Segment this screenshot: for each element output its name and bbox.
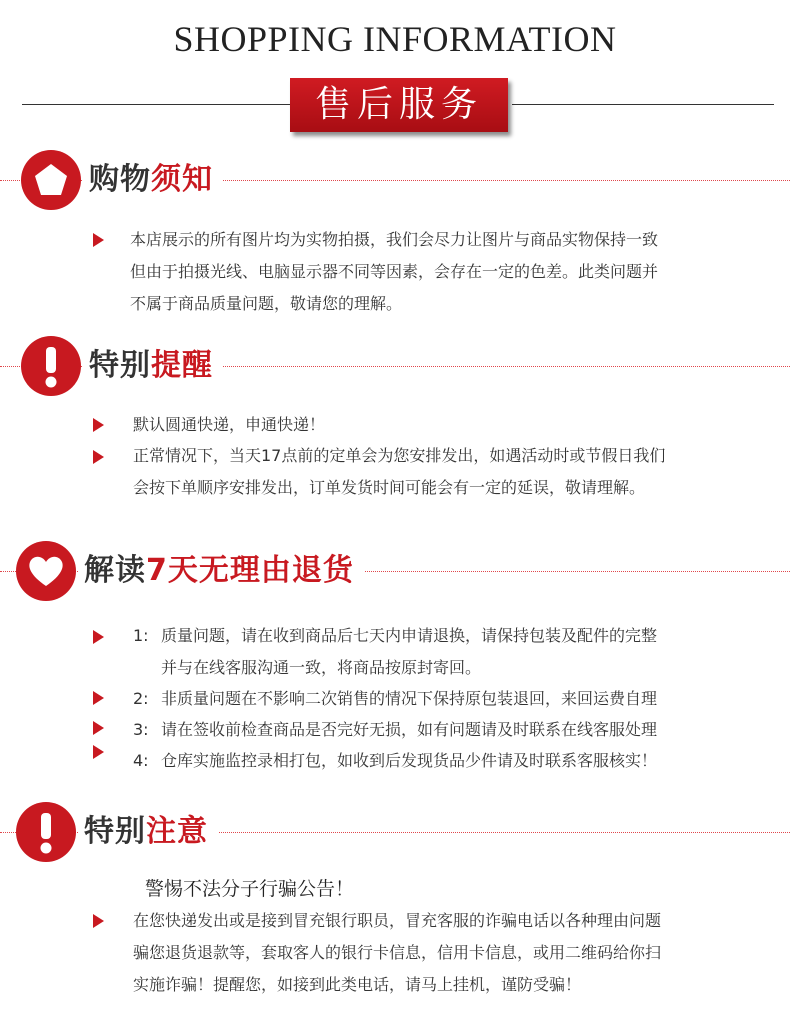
bullet-arrow-icon [93, 721, 104, 735]
shopping-notice-paragraph: 本店展示的所有图片均为实物拍摄，我们会尽力让图片与商品实物保持一致 但由于拍摄光线、电脑显示器不同等因素，会存在一定的色差。此类问题并 不属于商品质量问题，敬请您的理解。 [130, 230, 659, 313]
exclamation-icon [16, 802, 76, 862]
return-item-number: 4: [133, 751, 149, 770]
page-title: SHOPPING INFORMATION [173, 19, 617, 59]
bullet-arrow-icon [93, 450, 104, 464]
exclamation-icon [21, 336, 81, 396]
bullet-arrow-icon [93, 418, 104, 432]
bullet-arrow-icon [93, 691, 104, 705]
return-item-number: 3: [133, 720, 149, 739]
section-header-special-reminder [0, 336, 790, 396]
section-title: 特别注意 [78, 802, 218, 862]
pentagon-icon [21, 150, 81, 210]
section-header-7day-return [0, 541, 790, 601]
return-item-text: 非质量问题在不影响二次销售的情况下保持原包装退回，来回运费自理 [161, 689, 658, 708]
return-item-text: 质量问题，请在收到商品后七天内申请退换，请保持包装及配件的完整 并与在线客服沟通一致，将商品按原封寄回。 [161, 626, 658, 677]
courier-paragraph: 默认圆通快递，申通快递！ [133, 415, 326, 434]
return-item-text: 请在签收前检查商品是否完好无损，如有问题请及时联系在线客服处理 [161, 720, 658, 739]
section-header-special-attention [0, 802, 790, 862]
bullet-arrow-icon [93, 914, 104, 928]
banner-divider-right [512, 104, 774, 105]
section-title: 购物须知 [83, 150, 223, 210]
bullet-arrow-icon [93, 630, 104, 644]
bullet-arrow-icon [93, 233, 104, 247]
after-sales-banner: 售后服务 [290, 78, 508, 132]
return-item-number: 1: [133, 626, 149, 645]
shipping-time-paragraph: 正常情况下，当天17点前的定单会为您安排发出，如遇活动时或节假日我们 会按下单顺序安排发出，订单发货时间可能会有一定的延误，敬请理解。 [133, 446, 666, 497]
banner-divider-left [22, 104, 290, 105]
section-title: 解读7天无理由退货 [78, 541, 364, 601]
fraud-warning-paragraph: 在您快递发出或是接到冒充银行职员，冒充客服的诈骗电话以各种理由问题 骗您退货退款等，套取客人的银行卡信息，信用卡信息，或用二维码给你扫 实施诈骗！提醒您，如接到此类电话，请马上挂机，谨防受骗！ [133, 911, 662, 994]
section-header-shopping-notice [0, 150, 790, 210]
return-item-number: 2: [133, 689, 149, 708]
fraud-notice-heading: 警惕不法分子行骗公告！ [145, 878, 355, 900]
heart-icon [16, 541, 76, 601]
return-item-text: 仓库实施监控录相打包，如收到后发现货品少件请及时联系客服核实！ [161, 751, 658, 770]
section-title: 特别提醒 [83, 336, 223, 396]
bullet-arrow-icon [93, 745, 104, 759]
